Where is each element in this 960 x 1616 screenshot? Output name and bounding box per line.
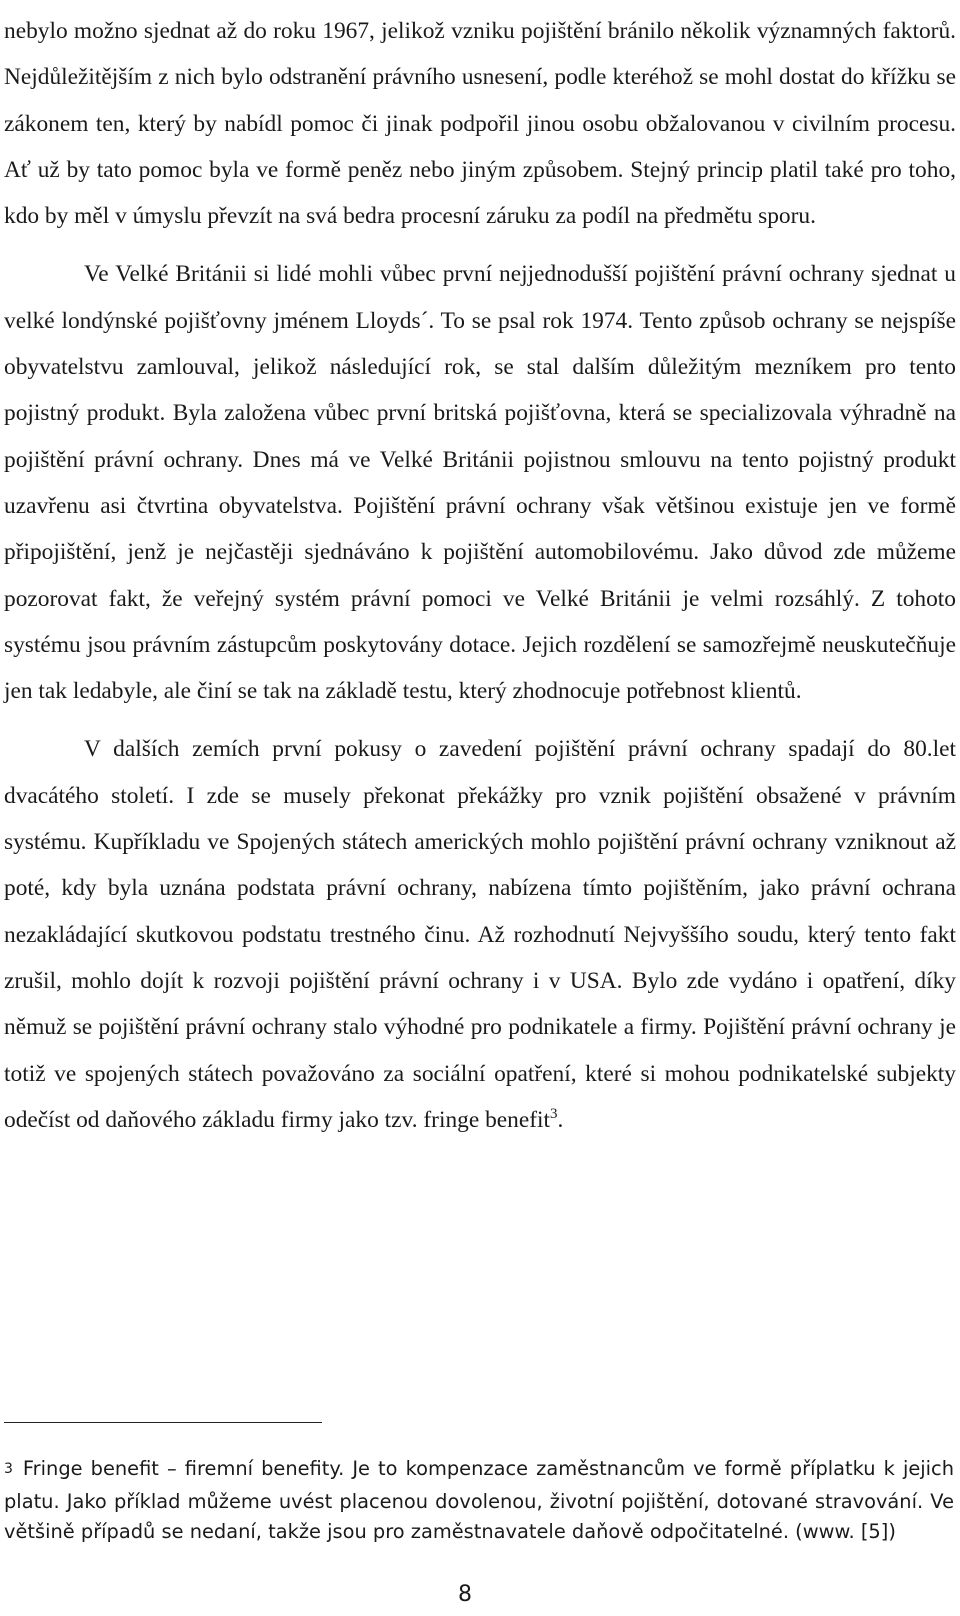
footnote-number: 3 bbox=[4, 1461, 13, 1477]
footnote-reference[interactable]: 3 bbox=[550, 1106, 558, 1123]
paragraph-end-period: . bbox=[557, 1106, 564, 1133]
footnote-separator bbox=[4, 1422, 322, 1423]
paragraph-great-britain: Ve Velké Británii si lidé mohli vůbec první nejjednodušší pojištění právní ochrany sjednat u velké londýnské pojišťovny jménem Lloyds´. To se psal rok 1974. Tento způsob ochrany se nejspíše obyvatelstvu zamlouval, jelikož následující rok, se stal dalším důležitým mezníkem pro tento pojistný produkt. Byla založena vůbec první britská pojišťovna, která se specializovala výhradně na pojištění právní ochrany. Dnes má ve Velké Británii pojistnou smlouvu na tento pojistný produkt uzavřenu asi čtvrtina obyvatelstva. Pojištění právní ochrany však většinou existuje jen ve formě připojištění, jenž je nejčastěji sjednáváno k pojištění automobilovému. Jako důvod zde můžeme pozorovat fakt, že veřejný systém právní pomoci ve Velké Británii je velmi rozsáhlý. Z tohoto systému jsou právním zástupcům poskytovány dotace. Jejich rozdělení se samozřejmě neuskutečňuje jen tak ledabyle, ale činí se tak na základě testu, který zhodnocuje potřebnost klientů. bbox=[4, 261, 956, 705]
footnote-text: Fringe benefit – firemní benefity. Je to kompenzace zaměstnancům ve formě příplatku k jejich platu. Jako příklad můžeme uvést placenou dovolenou, životní pojištění, dotované stravování. Ve většině případů se nedaní, takže jsou pro zaměstnavatele daňově odpočitatelné. (www. [5]) bbox=[4, 1457, 954, 1544]
document-page bbox=[4, 8, 956, 1143]
paragraph-other-countries-text: V dalších zemích první pokusy o zavedení pojištění právní ochrany spadají do 80.let dvacátého století. I zde se musely překonat překážky pro vznik pojištění obsažené v právním systému. Kupříkladu ve Spojených státech amerických mohlo pojištění právní ochrany vzniknout až poté, kdy byla uznána podstata právní ochrany, nabízena tímto pojištěním, jako právní ochrana nezakládající skutkovou podstatu trestného činu. Až rozhodnutí Nejvyššího soudu, který tento fakt zrušil, mohlo dojít k rozvoji pojištění právní ochrany i v USA. Bylo zde vydáno i opatření, díky němuž se pojištění právní ochrany stalo výhodné pro podnikatele a firmy. Pojištění právní ochrany je totiž ve spojených státech považováno za sociální opatření, které si mohou podnikatelské subjekty odečíst od daňového základu firmy jako tzv. fringe benefit bbox=[4, 736, 956, 1133]
paragraph-continuation: nebylo možno sjednat až do roku 1967, jelikož vzniku pojištění bránilo několik významných faktorů. Nejdůležitějším z nich bylo odstranění právního usnesení, podle kteréhož se mohl dostat do křížku se zákonem ten, který by nabídl pomoc či jinak podpořil jinou osobu obžalovanou v civilním procesu. Ať už by tato pomoc byla ve formě peněz nebo jiným způsobem. Stejný princip platil také pro toho, kdo by měl v úmyslu převzít na svá bedra procesní záruku za podíl na předmětu sporu. bbox=[4, 18, 956, 230]
page-number: 8 bbox=[458, 1582, 472, 1607]
paragraph-other-countries bbox=[4, 726, 956, 1143]
footnote bbox=[4, 1454, 954, 1548]
